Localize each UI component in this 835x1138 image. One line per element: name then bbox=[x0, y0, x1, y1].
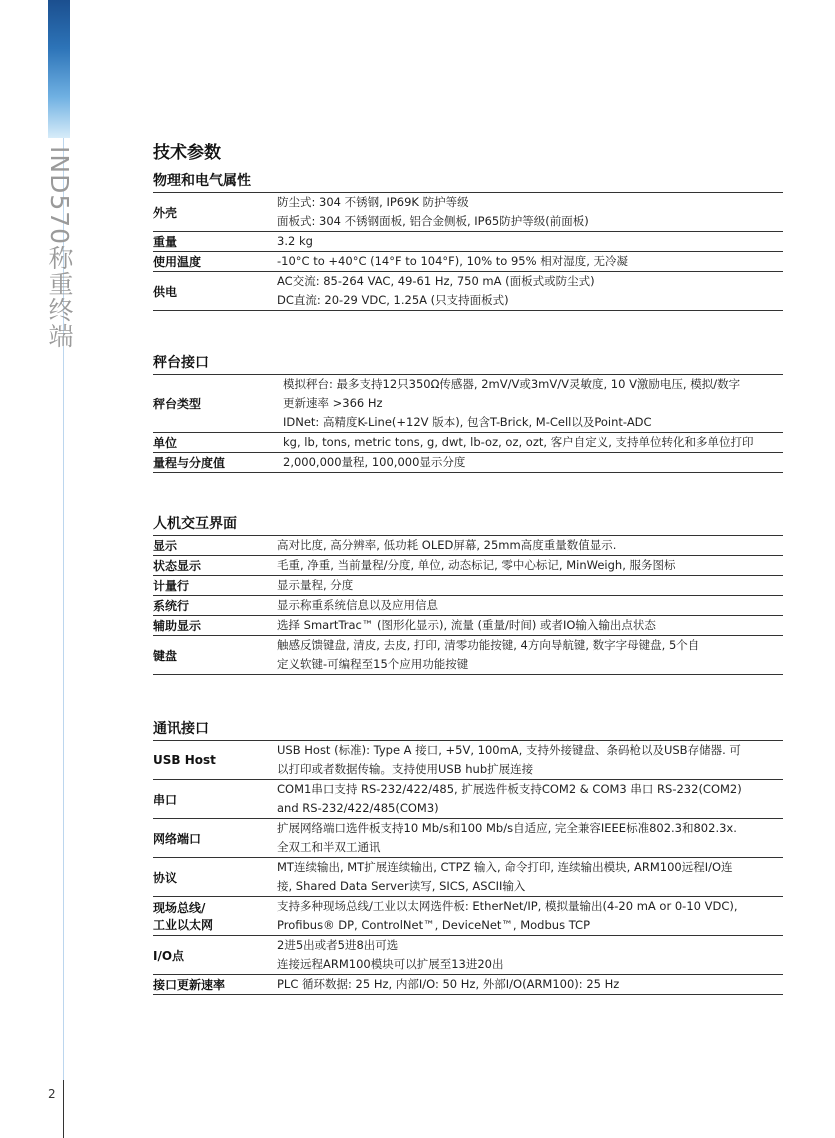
spec-label: 状态显示 bbox=[153, 559, 202, 573]
spec-value: kg, lb, tons, metric tons, g, dwt, lb-oz, oz, ozt, 客户自定义, 支持单位转化和多单位打印 bbox=[283, 435, 754, 449]
spec-label: 使用温度 bbox=[153, 255, 202, 269]
spec-label: 辅助显示 bbox=[153, 619, 202, 633]
spec-row-network bbox=[153, 819, 783, 858]
spec-row-usb-host bbox=[153, 741, 783, 780]
spec-row-protocol bbox=[153, 858, 783, 897]
spec-label: 网络端口 bbox=[153, 831, 202, 846]
spec-value: 选择 SmartTrac™ (图形化显示), 流量 (重量/时间) 或者IO输入输出点状态 bbox=[277, 618, 656, 632]
spec-label: 秤台类型 bbox=[153, 397, 202, 411]
spec-row-fieldbus bbox=[153, 897, 783, 936]
spec-row-serial bbox=[153, 780, 783, 819]
spec-value: PLC 循环数据: 25 Hz, 内部I/O: 50 Hz, 外部I/O(ARM100): 25 Hz bbox=[277, 977, 620, 991]
spec-row-status-display bbox=[153, 556, 783, 576]
spec-value: 接, Shared Data Server读写, SICS, ASCII输入 bbox=[277, 879, 526, 893]
spec-value: IDNet: 高精度K-Line(+12V 版本), 包含T-Brick, M-Cell以及Point-ADC bbox=[283, 415, 652, 429]
spec-value: 2,000,000量程, 100,000显示分度 bbox=[283, 455, 466, 469]
spec-row-enclosure bbox=[153, 193, 783, 232]
spec-label: 供电 bbox=[153, 284, 178, 299]
spec-value: DC直流: 20-29 VDC, 1.25A (只支持面板式) bbox=[277, 293, 509, 307]
spec-label bbox=[153, 897, 277, 935]
spec-label: I/O点 bbox=[153, 948, 185, 963]
page-title: 技术参数 bbox=[153, 143, 221, 163]
spec-label: 量程与分度值 bbox=[153, 456, 226, 470]
spec-label: 计量行 bbox=[153, 579, 190, 593]
spec-row-keypad bbox=[153, 636, 783, 675]
spec-row-power bbox=[153, 272, 783, 311]
spec-value: 防尘式: 304 不锈钢, IP69K 防护等级 bbox=[277, 195, 469, 209]
spec-row-aux-display bbox=[153, 616, 783, 636]
spec-label: 外壳 bbox=[153, 205, 178, 220]
spec-label: 显示 bbox=[153, 539, 178, 553]
spec-value: Profibus® DP, ControlNet™, DeviceNet™, Modbus TCP bbox=[277, 918, 591, 932]
spec-value: USB Host (标准): Type A 接口, +5V, 100mA, 支持外接键盘、条码枪以及USB存储器. 可 bbox=[277, 743, 741, 757]
spec-row-metrology-line bbox=[153, 576, 783, 596]
spec-value: COM1串口支持 RS-232/422/485, 扩展选件板支持COM2 & COM3 串口 RS-232(COM2) bbox=[277, 782, 742, 796]
spec-label: 接口更新速率 bbox=[153, 978, 226, 992]
section-heading: 秤台接口 bbox=[153, 352, 783, 375]
spec-value: 高对比度, 高分辨率, 低功耗 OLED屏幕, 25mm高度重量数值显示. bbox=[277, 538, 617, 552]
spec-value: 显示量程, 分度 bbox=[277, 578, 354, 592]
spec-value: 2进5出或者5进8出可选 bbox=[277, 938, 399, 952]
spec-row-units bbox=[153, 433, 783, 453]
spec-value: 模拟秤台: 最多支持12只350Ω传感器, 2mV/V或3mV/V灵敏度, 10 V激励电压, 模拟/数字 bbox=[283, 377, 741, 391]
spec-value: and RS-232/422/485(COM3) bbox=[277, 801, 439, 815]
brand-color-bar bbox=[48, 0, 70, 138]
spec-value: 更新速率 >366 Hz bbox=[283, 396, 383, 410]
section-heading: 通讯接口 bbox=[153, 718, 783, 741]
spec-label: 键盘 bbox=[153, 648, 178, 663]
spec-label: 串口 bbox=[153, 792, 178, 807]
vertical-product-title: IND570称重终端 bbox=[45, 146, 74, 350]
spec-value: 毛重, 净重, 当前量程/分度, 单位, 动态标记, 零中心标记, MinWeigh, 服务图标 bbox=[277, 558, 676, 572]
spec-value: 支持多种现场总线/工业以太网选件板: EtherNet/IP, 模拟量输出(4-20 mA or 0-10 VDC), bbox=[277, 899, 738, 913]
spec-value: AC交流: 85-264 VAC, 49-61 Hz, 750 mA (面板式或防尘式) bbox=[277, 274, 595, 288]
spec-label: 系统行 bbox=[153, 599, 190, 613]
spec-value: 连接远程ARM100模块可以扩展至13进20出 bbox=[277, 957, 504, 971]
spec-row-update-rate bbox=[153, 975, 783, 995]
spec-row-temperature bbox=[153, 252, 783, 272]
spec-value: MT连续输出, MT扩展连续输出, CTPZ 输入, 命令打印, 连续输出模块, ARM100远程I/O连 bbox=[277, 860, 733, 874]
spec-value: 面板式: 304 不锈钢面板, 铝合金侧板, IP65防护等级(前面板) bbox=[277, 214, 589, 228]
page-number: 2 bbox=[48, 1087, 56, 1101]
spec-value: 全双工和半双工通讯 bbox=[277, 840, 381, 854]
spec-label-line: 工业以太网 bbox=[153, 918, 214, 932]
spec-row-system-line bbox=[153, 596, 783, 616]
spec-value: 扩展网络端口选件板支持10 Mb/s和100 Mb/s自适应, 完全兼容IEEE标准802.3和802.3x. bbox=[277, 821, 737, 835]
section-hmi bbox=[153, 513, 783, 675]
spec-label-line: 现场总线/ bbox=[153, 901, 206, 915]
spec-row-capacity bbox=[153, 453, 783, 473]
spec-value: 以打印或者数据传输。支持使用USB hub扩展连接 bbox=[277, 762, 534, 776]
spec-row-weight bbox=[153, 232, 783, 252]
spec-label: USB Host bbox=[153, 753, 216, 767]
spec-row-display bbox=[153, 536, 783, 556]
spec-value: 定义软键-可编程至15个应用功能按键 bbox=[277, 657, 469, 671]
spec-row-scale-type bbox=[153, 375, 783, 433]
spec-value: 显示称重系统信息以及应用信息 bbox=[277, 598, 438, 612]
section-physical-electrical bbox=[153, 170, 783, 311]
spec-label: 重量 bbox=[153, 235, 178, 249]
spec-row-io bbox=[153, 936, 783, 975]
spec-label: 单位 bbox=[153, 436, 178, 450]
spec-value: 3.2 kg bbox=[277, 234, 313, 248]
section-communications bbox=[153, 718, 783, 995]
spec-label: 协议 bbox=[153, 870, 178, 885]
section-heading: 物理和电气属性 bbox=[153, 170, 783, 193]
spec-value: 触感反馈键盘, 清皮, 去皮, 打印, 清零功能按键, 4方向导航键, 数字字母键盘, 5个自 bbox=[277, 638, 700, 652]
footer-rule bbox=[63, 1080, 64, 1138]
section-heading: 人机交互界面 bbox=[153, 513, 783, 536]
spec-value: -10°C to +40°C (14°F to 104°F), 10% to 95% 相对湿度, 无冷凝 bbox=[277, 254, 629, 268]
section-scale-interface bbox=[153, 352, 783, 473]
